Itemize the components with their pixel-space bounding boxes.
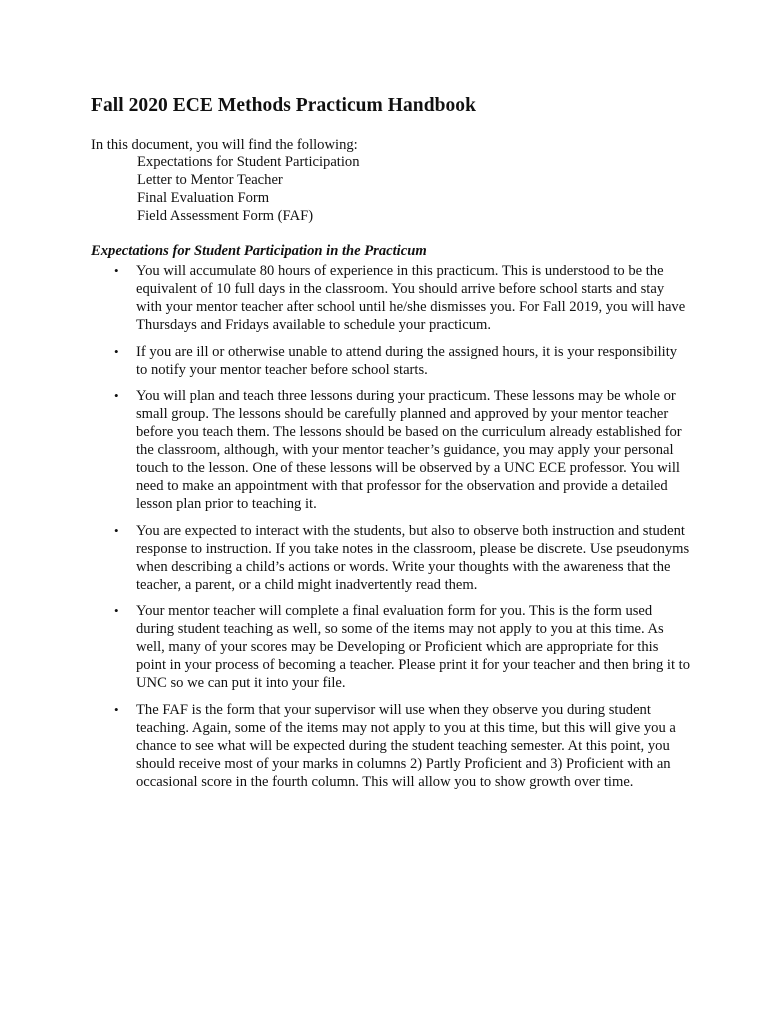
contents-list bbox=[137, 153, 360, 225]
contents-item: Expectations for Student Participation bbox=[137, 154, 360, 170]
expectations-list bbox=[91, 262, 691, 799]
contents-item: Field Assessment Form (FAF) bbox=[137, 208, 314, 224]
list-item-text: If you are ill or otherwise unable to attend during the assigned hours, it is your responsibility to notify your mentor teacher before school starts. bbox=[136, 343, 678, 378]
list-item bbox=[91, 343, 691, 379]
bullet-icon: • bbox=[114, 522, 119, 538]
list-item bbox=[91, 262, 691, 334]
bullet-icon: • bbox=[114, 388, 119, 403]
contents-item: Letter to Mentor Teacher bbox=[137, 172, 283, 188]
list-item-text: You will plan and teach three lessons during your practicum. These lessons may be whole or small group. The lessons should be carefully planned and approved by your mentor teacher before you teach them. The lessons should be based on the curriculum already established for the classroom, although, with your mentor teacher’s guidance, you may apply your personal touch to the lesson. One of these lessons will be observed by a UNC ECE professor. You will need to make an appointment with that professor for the observation and provide a detailed lesson plan prior to teaching it. bbox=[136, 388, 682, 512]
bullet-icon: • bbox=[114, 263, 119, 278]
bullet-icon: • bbox=[114, 343, 119, 359]
list-item bbox=[91, 387, 691, 513]
list-item-text: You are expected to interact with the students, but also to observe both instruction and student response to instruction. If you take notes in the classroom, please be discrete. Use pseudonyms when describing a child’s actions or words. Write your thoughts with the awareness that the teacher, a parent, or a child might inadvertently read them. bbox=[136, 522, 690, 593]
bullet-icon: • bbox=[114, 701, 119, 717]
list-item bbox=[91, 522, 691, 594]
intro-text: In this document, you will find the following: bbox=[91, 137, 358, 153]
list-item-text: Your mentor teacher will complete a final evaluation form for you. This is the form used during student teaching as well, so some of the items may not apply to you at this time. As well, many of your scores may be Developing or Proficient which are appropriate for this point in your process of becoming a teacher. Please print it for your teacher and then bring it to UNC so we can put it into your file. bbox=[136, 603, 690, 691]
contents-item: Final Evaluation Form bbox=[137, 190, 270, 206]
list-item bbox=[91, 602, 691, 692]
list-item bbox=[91, 701, 691, 791]
list-item-text: The FAF is the form that your supervisor will use when they observe you during student teaching. Again, some of the items may not apply to you at this time, but this will give you a chance to see what will be expected during the student teaching semester. At this point, you should receive most of your marks in columns 2) Partly Proficient and 3) Proficient with an occasional score in the fourth column. This will allow you to show growth over time. bbox=[136, 701, 676, 790]
document-title: Fall 2020 ECE Methods Practicum Handbook bbox=[91, 95, 476, 116]
list-item-text: You will accumulate 80 hours of experience in this practicum. This is understood to be the equivalent of 10 full days in the classroom. You should arrive before school starts and stay with your mentor teacher after school until he/she dismisses you. For Fall 2019, you will have Thursdays and Fridays available to schedule your practicum. bbox=[136, 263, 686, 333]
section-heading: Expectations for Student Participation in the Practicum bbox=[91, 243, 427, 259]
bullet-icon: • bbox=[114, 603, 119, 618]
